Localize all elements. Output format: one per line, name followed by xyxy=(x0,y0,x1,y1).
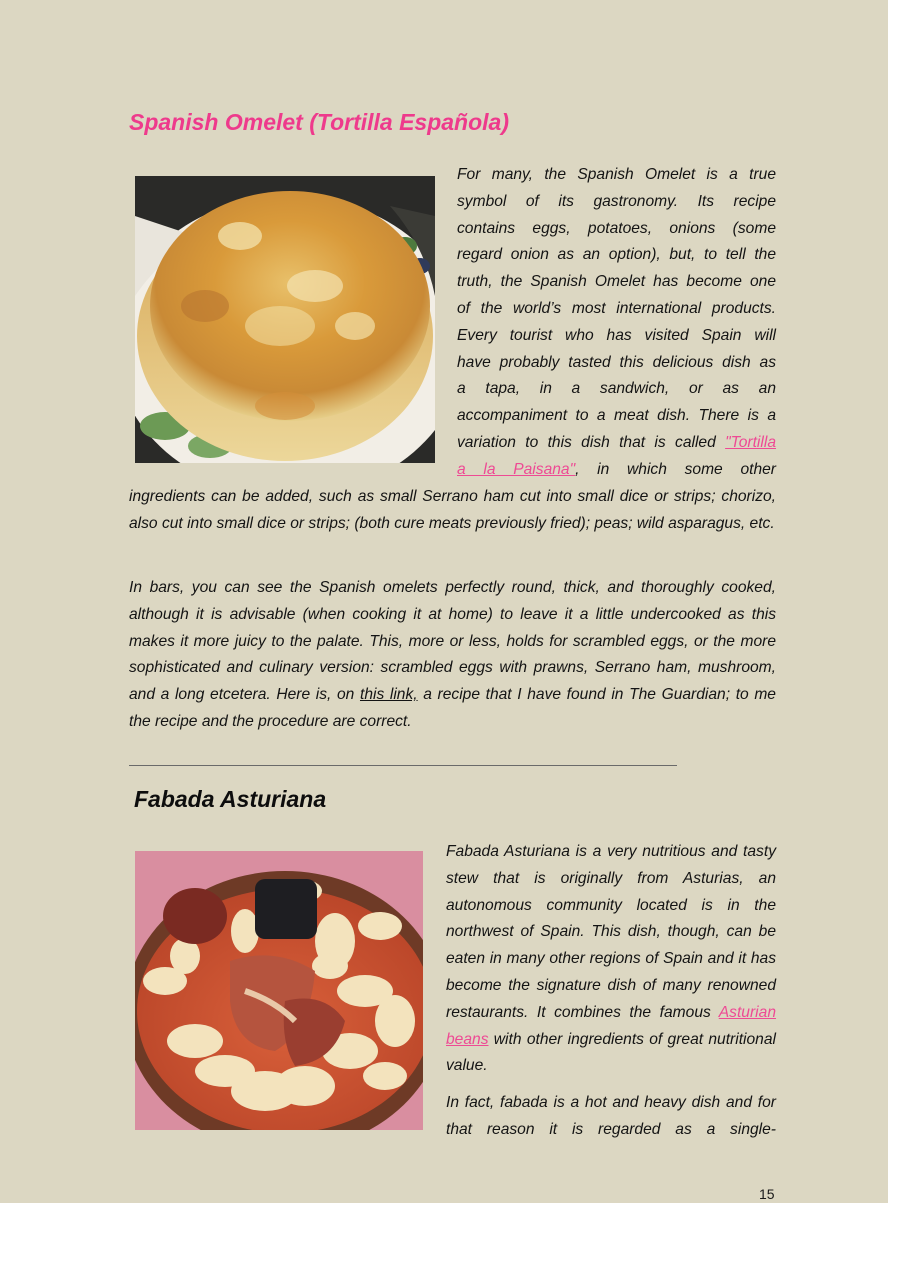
side-line: contains eggs, potatoes, onions (some xyxy=(457,219,776,237)
omelet-continued xyxy=(129,484,776,538)
side-line: For many, the Spanish Omelet is a true xyxy=(457,166,776,183)
fabada-photo xyxy=(135,851,423,1130)
section-title-fabada: Fabada Asturiana xyxy=(134,786,327,812)
variation-text: variation to this dish that is called xyxy=(457,433,726,451)
side-line: regard onion as an option), but, to tell the xyxy=(457,246,776,264)
side-line: truth, the Spanish Omelet has become one xyxy=(457,273,776,291)
side-line: symbol of its gastronomy. Its recipe xyxy=(457,192,776,210)
tortilla-photo xyxy=(135,176,435,463)
omelet-paragraph-2 xyxy=(129,575,776,736)
fabada-para2-text: In fact, fabada is a hot and heavy dish and for that reason it is regarded as a single- xyxy=(446,1094,776,1138)
side-line: have probably tasted this delicious dish as xyxy=(457,353,776,371)
tortilla-paisana-link-cont[interactable]: a la Paisana" xyxy=(457,460,576,478)
side-line: accompaniment to a meat dish. There is a xyxy=(457,407,776,425)
fabada-paragraph-1 xyxy=(446,839,776,1080)
after-link-text: , in which some other xyxy=(575,460,776,478)
tortilla-paisana-link[interactable]: "Tortilla xyxy=(725,433,776,451)
side-line: of the world’s most international products. xyxy=(457,299,776,317)
side-line: Every tourist who has visited Spain will xyxy=(457,326,776,344)
guardian-recipe-link[interactable]: this link, xyxy=(359,686,418,704)
side-line: a tapa, in a sandwich, or as an xyxy=(457,380,776,398)
asturian-beans-link[interactable]: Asturian beans xyxy=(446,1003,776,1048)
omelet-side-text xyxy=(457,162,776,484)
omelet-continued-text: ingredients can be added, such as small Serrano ham cut into small dice or strips; chorizo, also cut into small dice or strips; (both cure meats previously fried); peas; wild asparagus, etc. xyxy=(129,488,776,532)
para2-text-end: a recipe that I have found in The Guardian; to me the recipe and the procedure are correct. xyxy=(129,686,776,730)
fabada-text: Fabada Asturiana is a very nutritious and tasty stew that is originally from Asturias, an autonomous community located is in the northwest of Spain. This dish, though, can be eaten in many other regions of Spain and it has become the signature dish of many renowned restaurants. It combines the famous xyxy=(446,843,776,1021)
section-title-spanish-omelet: Spanish Omelet (Tortilla Española) xyxy=(129,109,509,135)
section-divider xyxy=(129,765,677,766)
fabada-paragraph-2 xyxy=(446,1090,776,1144)
page-number: 15 xyxy=(759,1186,775,1202)
fabada-text-end: with other ingredients of great nutritional value. xyxy=(446,1030,776,1075)
para2-text: In bars, you can see the Spanish omelets perfectly round, thick, and thoroughly cooked, although it is advisable (when cooking it at home) to leave it a little undercooked as this makes it more juicy to the palate. This, more or less, holds for scrambled eggs, or the more sophisticated and culinary version: scrambled eggs with prawns, Serrano ham, mushroom, and a long etcetera. Here is, on xyxy=(129,579,776,704)
